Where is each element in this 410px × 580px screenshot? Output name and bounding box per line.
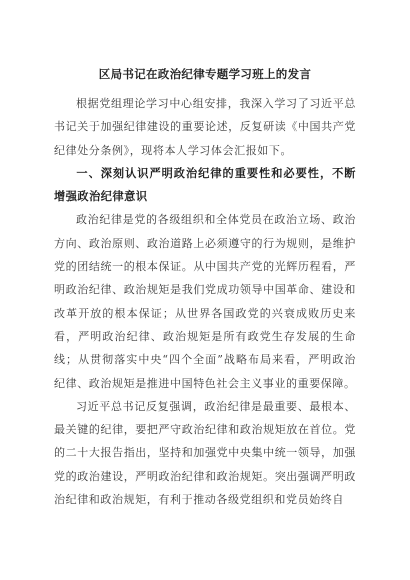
body-paragraph: 政治纪律是党的各级组织和全体党员在政治立场、政治方向、政治原则、政治道路上必须遵守的行为规则，是维护党的团结统一的根本保证。从中国共产党的光辉历程看，严明政治纪律、政治规矩是我们党成功领导中国革命、建设和改革开放的根本保证；从世界各国政党的兴衰成败历史来看，严明政治纪律、政治规矩是所有政党生存发展的生命线；从贯彻落实中央“四个全面”战略布局来看，严明政治纪律、政治规矩是推进中国特色社会主义事业的重要保障。 <box>54 213 356 390</box>
body-paragraph: 习近平总书记反复强调，政治纪律是最重要、最根本、最关键的纪律，要把严守政治纪律和政治规矩放在首位。党的二十大报告指出，坚持和加强党中央集中统一领导，加强党的政治建设，严明政治纪律和政治规矩。突出强调严明政治纪律和政治规矩，有利于推动各级党组织和党员始终自 <box>54 399 356 507</box>
document-title: 区局书记在政治纪律专题学习班上的发言 <box>98 67 312 81</box>
section-heading: 一、深刻认识严明政治纪律的重要性和必要性，不断增强政治纪律意识 <box>54 165 356 204</box>
intro-paragraph: 根据党组理论学习中心组安排，我深入学习了习近平总书记关于加强纪律建设的重要论述，反复研读《中国共产党纪律处分条例》，现将本人学习体会汇报如下。 <box>54 97 356 157</box>
